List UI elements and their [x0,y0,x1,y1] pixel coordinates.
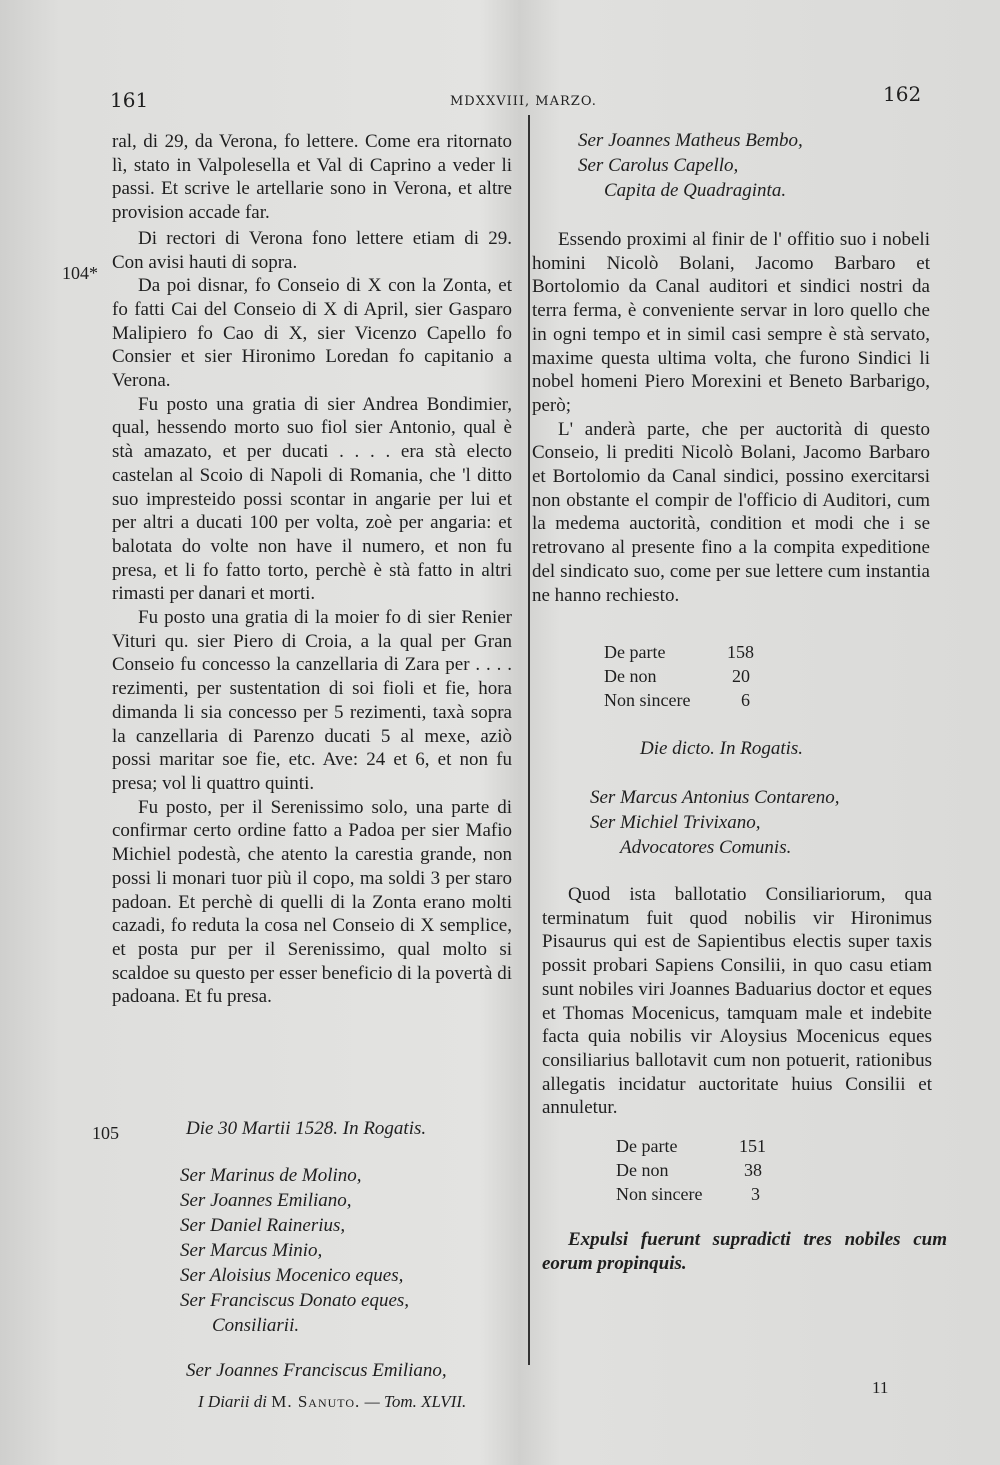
signatory: Ser Aloisius Mocenico eques, [180,1265,404,1286]
column-divider [528,115,530,1365]
running-head: MDXXVIII, MARZO. [450,94,597,109]
vote-tally-1: De parte 158 De non 20 Non sincere 6 [604,642,754,710]
signatory-list [180,1163,409,1338]
signatory: Ser Joannes Matheus Bembo, [578,130,803,151]
session-heading: Die dicto. In Rogatis. [640,738,804,759]
paragraph: Di rectori di Verona fono lettere etiam di 29. Con avisi hauti di sopra. [112,227,512,273]
paragraph: Fu posto una gratia di sier Andrea Bondimier, qual, hessendo morto suo fiol sier Antonio, qual è stà amazato, et per ducati . . . . era stà electo castelan al Scoio di Napoli di Romania, che 'l ditto suo impresteido possi scontar in angarie per lui et per altri a ducati 100 per volta, zoè per angaria: et balotata do volte non have il numero, et non fu presa, et li fo fatto torto, perchè è stà fatto in altri rimasti per danari et morti. [112,393,512,605]
signatory-title: Capita de Quadraginta. [604,180,787,201]
left-column [112,130,512,1009]
signatory: Ser Michiel Trivixano, [590,812,761,833]
page-number-left: 161 [110,88,149,112]
signatory: Ser Carolus Capello, [578,155,739,176]
paragraph: Fu posto, per il Serenissimo solo, una parte di confirmar certo ordine fatto a Padoa per sier Mafio Michiel podestà, che atento la carestia grande, non possi li monari tuor più il copo, ma soldi 3 per staro padoan. Et perchè di quelli di la Zonta erano molti cazadi, fo reduta la cosa nel Conseio di X semplice, et posta pur per il Serenissimo, qual molto si scaldoe su questo per esser beneficio di la povertà di padoana. Et fu presa. [112,796,512,1008]
closing-note: Expulsi fuerunt supradicti tres nobiles cum eorum propinquis. [542,1229,947,1274]
book-footer: I Diarii di M. Sanuto. — Tom. XLVII. [198,1392,467,1411]
signatory-list-advocatores [590,785,839,860]
signatory: Ser Joannes Franciscus Emiliano, [186,1360,447,1381]
margin-folio-104: 104* [62,263,98,283]
signatory: Ser Joannes Emiliano, [180,1190,352,1211]
signatory: Ser Daniel Rainerius, [180,1215,346,1236]
paragraph: Essendo proximi al finir de l' offitio suo i nobeli homini Nicolò Bolani, Jacomo Barbaro et Bortolomio da Canal auditori et sindici nostri da terra ferma, è conveniente servar in loro quello che in ogni tempo et in simil casi sempre è stà servato, maxime questa ultima volta, che furono Sindici li nobel homeni Piero Morexini et Beneto Barbarigo, però; [532,229,930,416]
paragraph: Fu posto una gratia di la moier fo di sier Renier Vituri qu. sier Piero di Croia, a la qual per Gran Conseio fu concesso la canzellaria di Zara per . . . . rezimenti, per sustentation di soi fioli et fie, hora dimanda li sia concesso per 5 rezimenti, taxà sopra la canzellaria di Parenzo ducati 5 al mexe, aziò possi maritar soe fie, etc. Ave: 24 et 6, et non fu presa; vol li quattro quinti. [112,607,512,794]
page-number-right: 162 [883,82,922,106]
signatory-list-top [578,128,803,203]
margin-folio-105: 105 [92,1123,119,1143]
paragraph: ral, di 29, da Verona, fo lettere. Come era ritornato lì, stato in Valpolesella et Val di Caprino a veder li passi. Et scrive le artellarie sono in Verona, et altre provision accade far. [112,131,512,224]
paragraph: Quod ista ballotatio Consiliariorum, qua terminatum fuit quod nobilis vir Hironimus Pisaurus qui est de Sapientibus electis super taxis possit probari Sapiens Consilii, in quo casu etiam sunt nobiles viri Joannes Baduarius doctor et eques et Thomas Mocenicus, tamquam male et indebite facta quia nobilis vir Aloysius Mocenicus eques consiliarius ballotavit cum non potuerit, rationibus allegatis incidatur auctoritate huius Consilii et annuletur. [542,884,932,1119]
signature-mark: 11 [872,1378,889,1397]
signatory-title: Advocatores Comunis. [620,837,792,858]
vote-tally-2: De parte 151 De non 38 Non sincere 3 [616,1136,766,1204]
paragraph: Da poi disnar, fo Conseio di X con la Zonta, et fo fatti Cai del Conseio di X di April, sier Gasparo Malipiero fo Cao di X, sier Vicenzo Capello fo Consier et sier Hironimo Loredan fo capitanio a Verona. [112,275,512,392]
right-column [532,228,930,607]
signatory: Ser Franciscus Donato eques, [180,1290,410,1311]
paragraph: L' anderà parte, che per auctorità di questo Conseio, li prediti Nicolò Bolani, Jacomo Barbaro et Bortolomio da Canal sindici, possino exercitarsi non obstante el compir de l'officio di Auditori, cum la medema auctorità, condition et modi che i se retrovano al presente fino a la compita expeditione del sindicato suo, come per sue lettere cum instantia ne hanno rechiesto. [532,418,930,606]
session-heading: Die 30 Martii 1528. In Rogatis. [186,1118,427,1139]
signatory: Ser Marinus de Molino, [180,1165,362,1186]
right-column-latin [542,883,932,1120]
signatory: Ser Marcus Minio, [180,1240,323,1261]
signatory: Ser Marcus Antonius Contareno, [590,787,840,808]
signatory-title: Consiliarii. [212,1315,300,1336]
